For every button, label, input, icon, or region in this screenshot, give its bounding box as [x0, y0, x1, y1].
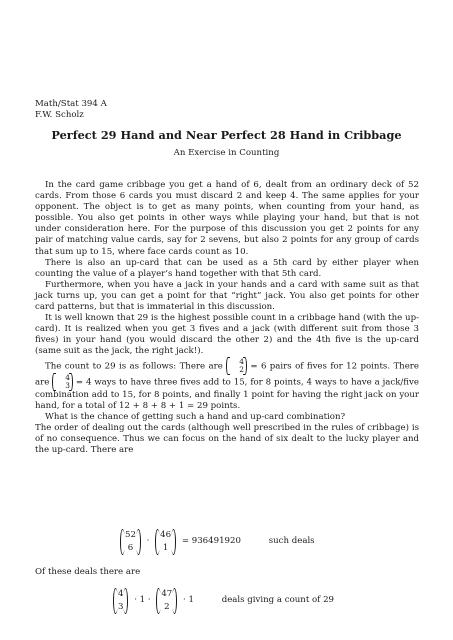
- total-deals-label: such deals: [268, 536, 315, 547]
- total-deals-result: = 936491920: [181, 536, 241, 547]
- binomial-4-choose-3-display: [113, 588, 128, 614]
- header-block: [35, 99, 107, 121]
- binom-top: 4: [239, 356, 244, 366]
- binom-top: 4: [118, 589, 124, 599]
- paragraph-right-jack: Furthermore, when you have a jack in your hands and a card with same suit as that jack turns up, you can get a point for that “right” jack. You also get points for other card patterns, but that is immaterial in this discussion.: [35, 279, 419, 313]
- paragraph-upcard: There is also an up-card that can be used as a 5th card by either player when counting the value of a player’s hand together with that 5th card.: [35, 257, 419, 279]
- binomial-4-choose-2: [226, 358, 247, 374]
- equation-29-deals: [113, 588, 337, 614]
- binom-bottom: 2: [239, 364, 244, 374]
- paragraph-count-breakdown: [35, 358, 419, 412]
- paper-subtitle: An Exercise in Counting: [173, 148, 280, 158]
- times-one-operator: · 1 ·: [134, 595, 151, 606]
- equation-total-deals: [120, 529, 318, 555]
- binom-bottom: 1: [162, 543, 169, 553]
- author-label: F.W. Scholz: [35, 110, 84, 120]
- binomial-47-choose-2: [156, 588, 177, 614]
- paragraph-question: What is the chance of getting such a hand and up-card combination?: [45, 411, 346, 422]
- times-operator: ·: [146, 536, 150, 547]
- paper-title: Perfect 29 Hand and Near Perfect 28 Hand in Cribbage: [51, 128, 402, 142]
- binom-bottom: 2: [164, 602, 170, 612]
- count-text-a: The count to 29 is as follows: There are: [45, 361, 223, 371]
- binomial-52-choose-6: [120, 529, 141, 555]
- times-one-tail: · 1: [183, 595, 194, 606]
- binom-top: 52: [125, 530, 136, 540]
- paragraph-max-count: It is well known that 29 is the highest possible count in a cribbage hand (with the up-card). It is realized when you get 3 fives and a jack (with different suit from those 3 fives) in your hand (you would discard the other 2) and the 4th five is the up-card (same suit as the jack, the right jack!).: [35, 313, 419, 357]
- binomial-46-choose-1: [155, 529, 176, 555]
- binomial-4-choose-3: [52, 374, 73, 390]
- binom-top: 47: [161, 589, 173, 599]
- paragraph-dealing: The order of dealing out the cards (although well prescribed in the rules of cribbage) is of no consequence. Thus we can focus on the hand of six dealt to the lucky player and the up-card. There are: [35, 422, 419, 455]
- binom-bottom: 6: [127, 543, 134, 553]
- paragraph-intro: In the card game cribbage you get a hand of 6, dealt from an ordinary deck of 52 cards. From those 6 cards you must discard 2 and keep 4. The same applies for your opponent. The object is to get as many points, when counting from your hand, as possible. You also get points in other ways while playing your hand, but that is not under consideration here. For the purpose of this discussion you get 2 points for any pair of matching value cards, say for 2 sevens, but also 2 points for any group of cards that sum up to 15, where face cards count as 10.: [35, 180, 419, 257]
- count-29-label: deals giving a count of 29: [221, 595, 335, 606]
- binom-top: 46: [160, 530, 172, 540]
- binom-bottom: 3: [65, 380, 70, 390]
- count-text-b: = 6 pairs of fives for 12 points. There are: [35, 361, 419, 387]
- paragraph-of-these: Of these deals there are: [35, 567, 141, 577]
- course-label: Math/Stat 394 A: [35, 99, 107, 109]
- binom-top: 4: [65, 372, 70, 382]
- binom-bottom: 3: [118, 602, 124, 612]
- body-text: [35, 180, 419, 456]
- count-text-c: = 4 ways to have three fives add to 15, for 8 points, 4 ways to have a jack/five combination add to 15, for 8 points, and finally 1 point for having the right jack on your hand, for a total of 12 + 8 + 8 + 1 = 29 points.: [35, 377, 419, 411]
